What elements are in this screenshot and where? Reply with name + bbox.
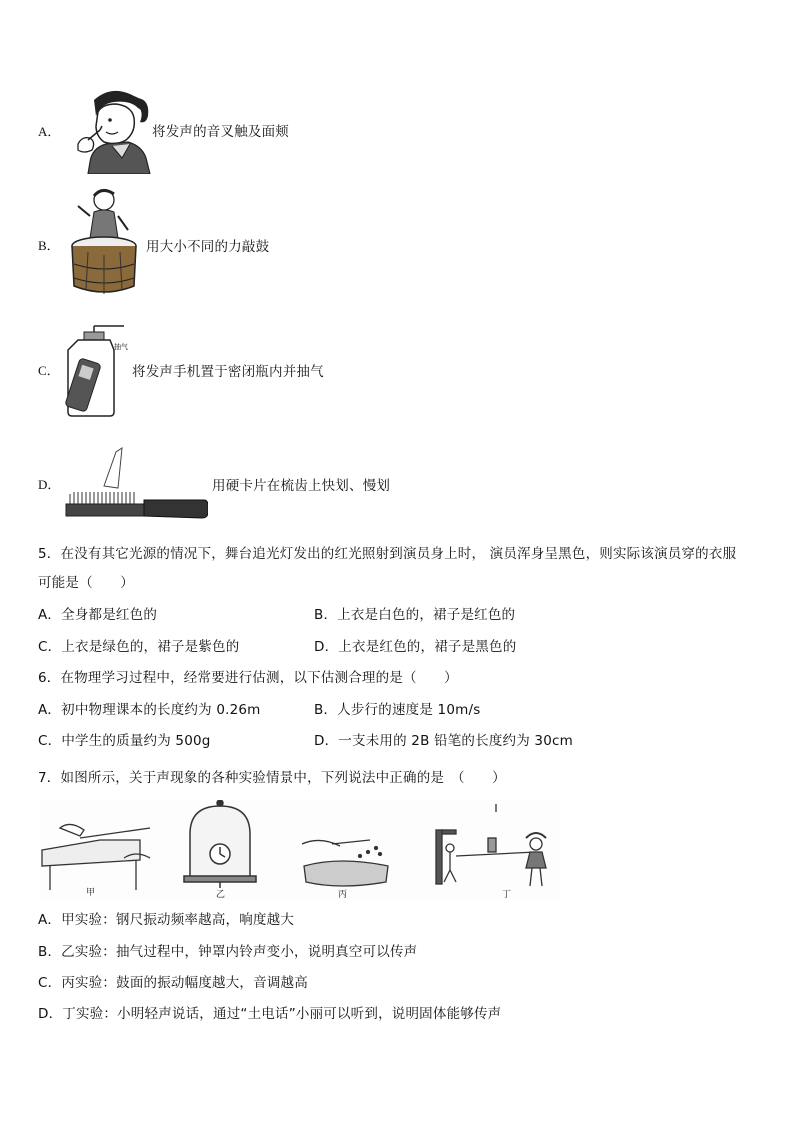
comb-card-figure <box>64 446 208 522</box>
q7-option-a: A．甲实验：钢尺振动频率越高，响度越大 <box>38 912 295 928</box>
q5-option-c: C．上衣是绿色的，裙子是紫色的 <box>38 639 240 655</box>
q6-option-d: D．一支未用的 2B 铅笔的长度约为 30cm <box>314 733 573 749</box>
option-c-text: 将发声手机置于密闭瓶内并抽气 <box>132 364 324 380</box>
pump-air-label: 抽气 <box>114 343 128 351</box>
q5-option-d: D．上衣是红色的，裙子是黑色的 <box>314 639 517 655</box>
q6-stem: 6．在物理学习过程中，经常要进行估测，以下估测合理的是（ ） <box>38 670 458 686</box>
option-c-letter: C． <box>38 363 60 378</box>
q7-option-b: B．乙实验：抽气过程中，钟罩内铃声变小，说明真空可以传声 <box>38 944 418 960</box>
q6-option-b: B．人步行的速度是 10m/s <box>314 702 481 718</box>
q6-option-c: C．中学生的质量约为 500g <box>38 733 211 749</box>
q5-stem-line1: 5．在没有其它光源的情况下，舞台追光灯发出的红光照射到演员身上时， 演员浑身呈黑色，则实际该演员穿的衣服 <box>38 546 737 562</box>
label-bing: 丙 <box>338 890 348 900</box>
q6-option-a: A．初中物理课本的长度约为 0.26m <box>38 702 261 718</box>
label-yi: 乙 <box>216 890 226 900</box>
option-b-letter: B． <box>38 238 60 253</box>
label-ding: 丁 <box>502 890 512 900</box>
q5-option-b: B．上衣是白色的，裙子是红色的 <box>314 607 516 623</box>
drum-figure <box>68 186 140 296</box>
q5-option-a: A．全身都是红色的 <box>38 607 158 623</box>
tuning-fork-face-figure <box>72 86 152 174</box>
option-d-letter: D． <box>38 477 61 492</box>
q7-experiments-figure <box>40 800 560 900</box>
option-a-text: 将发声的音叉触及面颊 <box>152 124 289 140</box>
q7-option-d: D．丁实验：小明轻声说话，通过“土电话”小丽可以听到，说明固体能够传声 <box>38 1006 502 1022</box>
label-jia: 甲 <box>86 888 96 898</box>
q7-stem: 7．如图所示，关于声现象的各种实验情景中，下列说法中正确的是 （ ） <box>38 770 506 786</box>
option-b-text: 用大小不同的力敲鼓 <box>146 239 270 255</box>
sealed-bottle-phone-figure <box>62 322 134 418</box>
q5-stem-line2: 可能是（ ） <box>38 575 134 591</box>
option-d-text: 用硬卡片在梳齿上快划、慢划 <box>212 478 391 494</box>
q7-option-c: C．丙实验：鼓面的振动幅度越大，音调越高 <box>38 975 308 991</box>
option-a-letter: A． <box>38 124 61 139</box>
